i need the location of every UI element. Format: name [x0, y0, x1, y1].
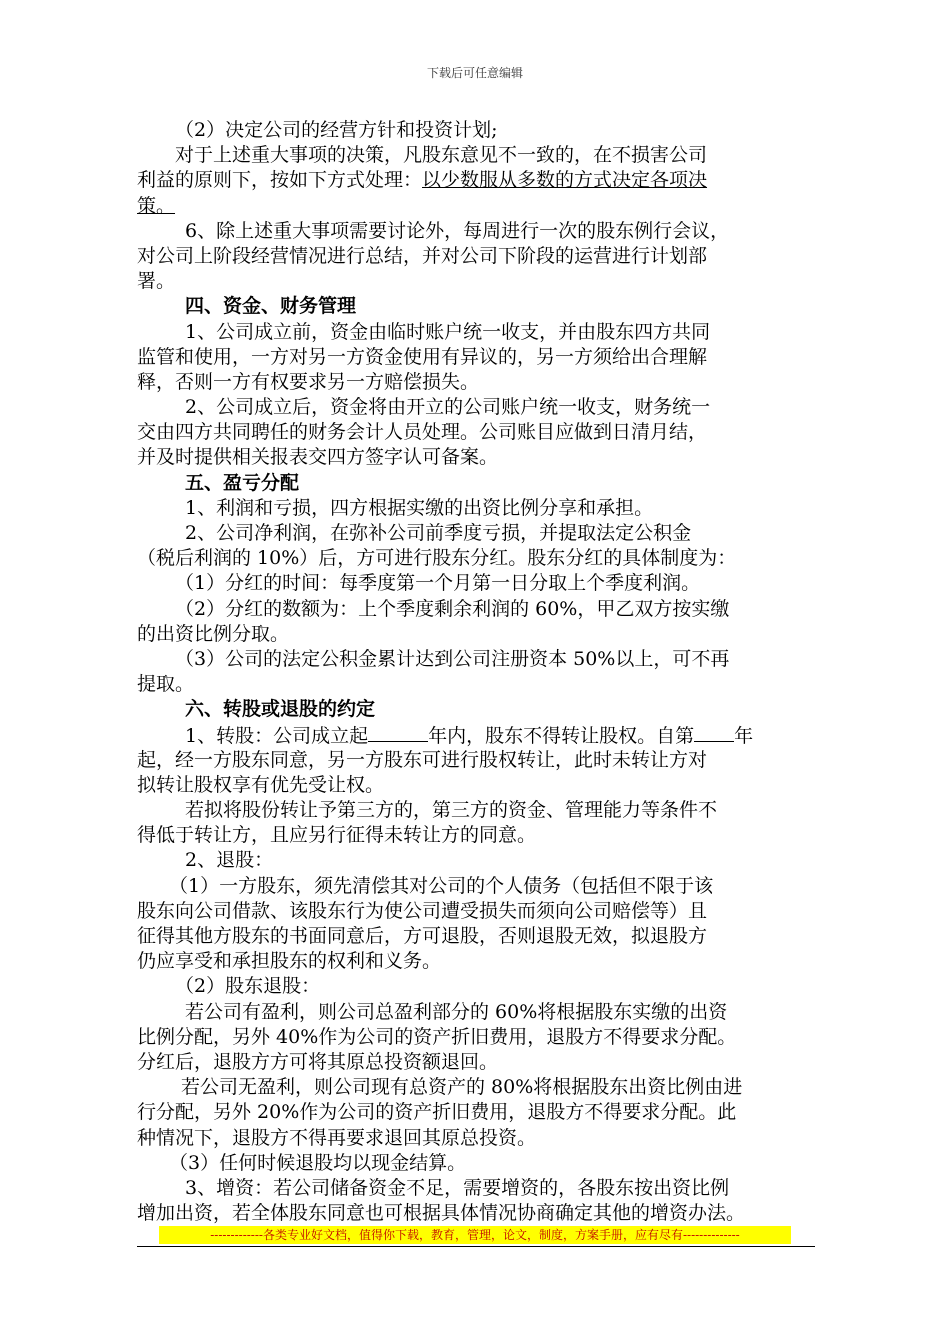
paragraph-line: 交由四方共同聘任的财务会计人员处理。公司账目应做到日清月结，: [137, 421, 708, 444]
paragraph-line: 若公司无盈利，则公司现有总资产的 80%将根据股东出资比例由进: [181, 1076, 743, 1099]
page-header: 下载后可任意编辑: [426, 66, 523, 80]
paragraph-line: （2）分红的数额为：上个季度剩余利润的 60%，甲乙双方按实缴: [175, 597, 730, 620]
paragraph-line: 拟转让股权享有优先受让权。: [137, 773, 385, 796]
paragraph-line: 监管和使用，一方对另一方资金使用有异议的，另一方须给出合理解: [137, 345, 708, 368]
section-heading: 六、转股或退股的约定: [185, 698, 376, 721]
paragraph-line: （税后利润的 10%）后，方可进行股东分红。股东分红的具体制度为：: [137, 547, 737, 570]
paragraph-line: 增加出资，若全体股东同意也可根据具体情况协商确定其他的增资办法。: [137, 1202, 746, 1225]
text-run: 年: [734, 724, 754, 747]
paragraph-line: 并及时提供相关报表交四方签字认可备案。: [137, 446, 499, 469]
paragraph-line: 1、公司成立前，资金由临时账户统一收支，并由股东四方共同: [185, 320, 711, 343]
section-heading: 四、资金、财务管理: [185, 295, 357, 318]
paragraph-line: 若拟将股份转让予第三方的，第三方的资金、管理能力等条件不: [185, 799, 718, 822]
paragraph-line: 3、增资：若公司储备资金不足，需要增资的，各股东按出资比例: [185, 1176, 730, 1199]
footer-banner: -------------各类专业好文档，值得你下载，教育，管理，论文，制度，方案手册，应有尽有--------------: [159, 1226, 791, 1244]
paragraph-line: （3）任何时候退股均以现金结算。: [169, 1151, 467, 1174]
paragraph-line: 2、公司净利润，在弥补公司前季度亏损，并提取法定公积金: [185, 522, 692, 544]
paragraph-line: （1）分红的时间：每季度第一个月第一日分取上个季度利润。: [175, 572, 701, 595]
section-heading: 五、盈亏分配: [185, 471, 300, 494]
paragraph-line: 比例分配，另外 40%作为公司的资产折旧费用，退股方不得要求分配。: [137, 1025, 737, 1048]
paragraph-line: 若公司有盈利，则公司总盈利部分的 60%将根据股东实缴的出资: [185, 1000, 728, 1023]
underlined-text: 以少数服从多数的方式决定各项决: [422, 169, 708, 192]
paragraph-line: [137, 723, 815, 748]
paragraph-line: 1、利润和亏损，四方根据实缴的出资比例分享和承担。: [185, 496, 654, 519]
paragraph-line: 行分配，另外 20%作为公司的资产折旧费用，退股方不得要求分配。此: [137, 1101, 737, 1124]
paragraph-line: 起，经一方股东同意，另一方股东可进行股权转让，此时未转让方对: [137, 748, 708, 771]
document-body: [137, 118, 815, 1226]
paragraph-line: 对公司上阶段经营情况进行总结，并对公司下阶段的运营进行计划部: [137, 244, 708, 267]
underlined-text: 策。: [137, 194, 176, 217]
paragraph-line: 得低于转让方，且应另行征得未转让方的同意。: [137, 824, 537, 847]
paragraph-line: 的出资比例分取。: [137, 622, 290, 645]
text-run: 1、转股：公司成立起: [185, 724, 369, 747]
paragraph-line: 6、除上述重大事项需要讨论外，每周进行一次的股东例行会议，: [185, 219, 730, 242]
blank-underline: [368, 723, 428, 742]
paragraph-line: （2）决定公司的经营方针和投资计划;: [175, 119, 498, 141]
paragraph-line: 分红后，退股方方可将其原总投资额退回。: [137, 1050, 499, 1073]
paragraph-line: [137, 168, 815, 193]
paragraph-line: 释，否则一方有权要求另一方赔偿损失。: [137, 370, 480, 393]
text-run: 利益的原则下，按如下方式处理：: [137, 169, 423, 192]
paragraph-line: 提取。: [137, 673, 195, 696]
paragraph-line: 仍应享受和承担股东的权利和义务。: [137, 950, 442, 973]
paragraph-line: （1）一方股东，须先清偿其对公司的个人债务（包括但不限于该: [169, 874, 714, 897]
page-footer: [137, 1226, 815, 1247]
paragraph-line: [137, 194, 815, 219]
paragraph-line: （3）公司的法定公积金累计达到公司注册资本 50%以上，可不再: [175, 647, 730, 670]
paragraph-line: 对于上述重大事项的决策，凡股东意见不一致的，在不损害公司: [175, 144, 708, 167]
blank-underline: [694, 723, 734, 742]
paragraph-line: 署。: [137, 270, 176, 293]
text-run: 年内，股东不得转让股权。自第: [428, 724, 695, 747]
paragraph-line: （2）股东退股：: [175, 975, 321, 998]
paragraph-line: 股东向公司借款、该股东行为使公司遭受损失而须向公司赔偿等）且: [137, 899, 708, 922]
paragraph-line: 2、公司成立后，资金将由开立的公司账户统一收支，财务统一: [185, 396, 711, 419]
paragraph-line: 征得其他方股东的书面同意后，方可退股，否则退股无效，拟退股方: [137, 925, 708, 947]
paragraph-line: 2、退股：: [185, 849, 274, 872]
paragraph-line: 种情况下，退股方不得再要求退回其原总投资。: [137, 1126, 537, 1149]
